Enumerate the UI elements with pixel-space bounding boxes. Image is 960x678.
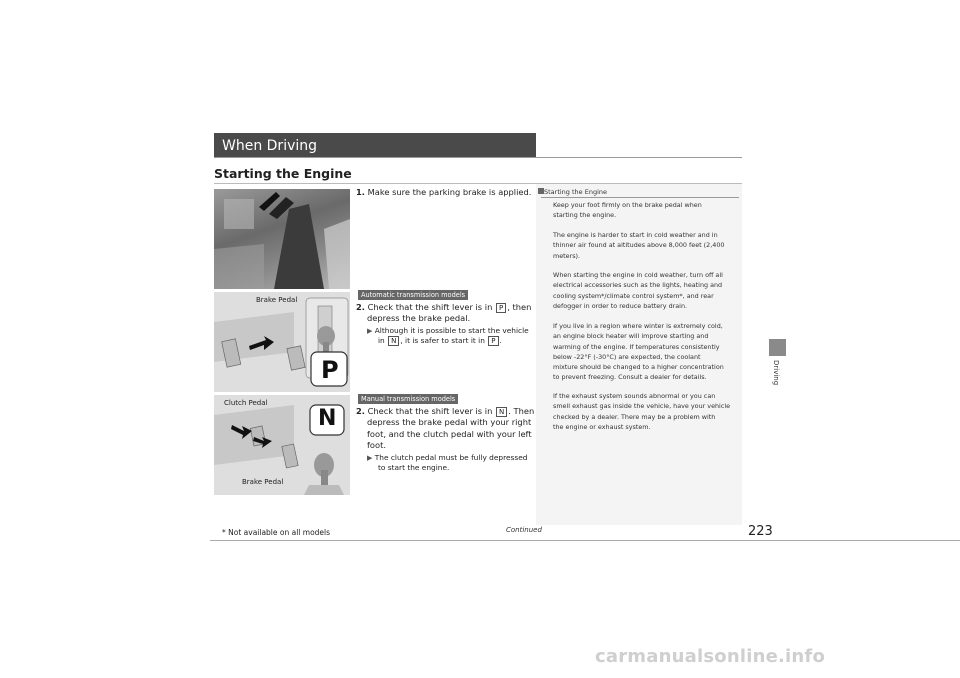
step-2a-sub-line1: Although it is possible to start the vehicle	[374, 325, 529, 335]
brake-pedal-label: Brake Pedal	[256, 296, 298, 304]
note-p5-line: checked by a dealer. There may be a problem with	[553, 412, 716, 421]
note-p3-line: When starting the engine in cold weather, turn off all	[553, 271, 723, 279]
step-2a-sub	[356, 326, 542, 336]
note-p4-line: If you live in a region where winter is extremely cold,	[553, 322, 723, 330]
note-p3-line: cooling system*/climate control system*, and rear	[553, 291, 714, 300]
step-2m-sub-line1: The clutch pedal must be fully depressed	[374, 452, 528, 462]
note-p4-line: warming of the engine. If temperatures consistently	[553, 342, 720, 351]
park-key: P	[496, 303, 506, 313]
step-2a-number: 2.	[356, 302, 365, 312]
manual-shift-illustration	[214, 395, 350, 495]
section-title: When Driving	[222, 138, 318, 154]
note-p4-line: below -22°F (-30°C) are expected, the coolant	[553, 352, 701, 361]
note-p5-line: If the exhaust system sounds abnormal or you can	[553, 392, 716, 400]
step-1-text: Make sure the parking brake is applied.	[367, 187, 532, 197]
note-p4-line: an engine block heater will improve starting and	[553, 332, 709, 341]
step-1-number: 1.	[356, 187, 365, 197]
step-2m-sub-line2: to start the engine.	[378, 463, 450, 473]
sub-arrow-icon-2: ▶	[367, 453, 373, 462]
neutral-key-manual: N	[496, 407, 507, 417]
step-2-manual	[356, 406, 542, 473]
note-p5-line: the engine or exhaust system.	[553, 422, 651, 431]
manual-models-tag: Manual transmission models	[358, 394, 458, 404]
note-heading: Starting the Engine	[544, 188, 608, 196]
note-p4-line: mixture should be changed to a higher concentration	[553, 363, 724, 372]
watermark: carmanualsonline.info	[595, 646, 826, 667]
chapter-tab-marker	[769, 339, 786, 356]
automatic-shift-illustration	[214, 292, 350, 392]
park-key-2: P	[488, 336, 498, 346]
note-p5-line: smell exhaust gas inside the vehicle, have your vehicle	[553, 402, 731, 411]
step-2a-text: Check that the shift lever is in	[367, 302, 493, 312]
note-p3-line: defogger in order to reduce battery drain.	[553, 301, 688, 310]
chapter-tab-label: Driving	[772, 360, 780, 386]
step-2a-post: , then	[507, 302, 532, 312]
note-rule	[541, 197, 739, 198]
note-p3-line: electrical accessories such as the lights, heating and	[553, 281, 723, 290]
step-2a-sub-end: .	[499, 336, 502, 346]
note-paragraph-2	[553, 230, 739, 261]
note-paragraph-1	[553, 200, 739, 221]
neutral-key: N	[388, 336, 399, 346]
note-p2-line: The engine is harder to start in cold weather and in	[553, 231, 718, 239]
step-2m-text: Check that the shift lever is in	[367, 406, 493, 416]
note-p2-line: meters).	[553, 251, 581, 260]
note-p1-line: starting the engine.	[553, 211, 617, 220]
continued-label: Continued	[506, 526, 542, 534]
footer-rule	[210, 540, 960, 541]
step-2m-number: 2.	[356, 406, 365, 416]
step-2m-line3: foot, and the clutch pedal with your left	[367, 428, 532, 439]
step-2a-sub-line2	[356, 336, 542, 346]
header-rule	[214, 157, 742, 158]
page-number: 223	[748, 524, 773, 539]
step-2-automatic	[356, 302, 542, 347]
automatic-models-tag: Automatic transmission models	[358, 290, 468, 300]
note-paragraph-5	[553, 391, 739, 432]
page-title: Starting the Engine	[214, 166, 352, 181]
step-2a-sub-pre: in	[378, 336, 385, 346]
note-paragraph-3	[553, 270, 739, 311]
step-2a-sub-mid: , it is safer to start it in	[400, 336, 485, 346]
step-2m-sub	[356, 453, 542, 463]
park-letter: P	[321, 356, 339, 384]
note-p1-line: Keep your foot firmly on the brake pedal when	[553, 201, 702, 209]
clutch-pedal-label: Clutch Pedal	[224, 399, 268, 407]
footnote: * Not available on all models	[222, 528, 331, 537]
parking-brake-illustration	[214, 189, 350, 289]
step-2m-post: . Then	[508, 406, 535, 416]
note-p2-line: thinner air found at altitudes above 8,000 feet (2,400	[553, 241, 725, 250]
sub-arrow-icon: ▶	[367, 326, 373, 335]
parking-brake-drawing	[214, 189, 350, 289]
step-2m-line2: depress the brake pedal with your right	[367, 417, 532, 428]
brake-pedal-label-manual: Brake Pedal	[242, 478, 284, 486]
step-2m-line4: foot.	[367, 440, 386, 451]
step-2a-line2: depress the brake pedal.	[367, 313, 471, 324]
step-1	[356, 187, 531, 198]
neutral-letter: N	[318, 406, 337, 431]
note-p4-line: to prevent freezing. Consult a dealer for details.	[553, 373, 707, 382]
note-paragraph-4	[553, 321, 739, 383]
